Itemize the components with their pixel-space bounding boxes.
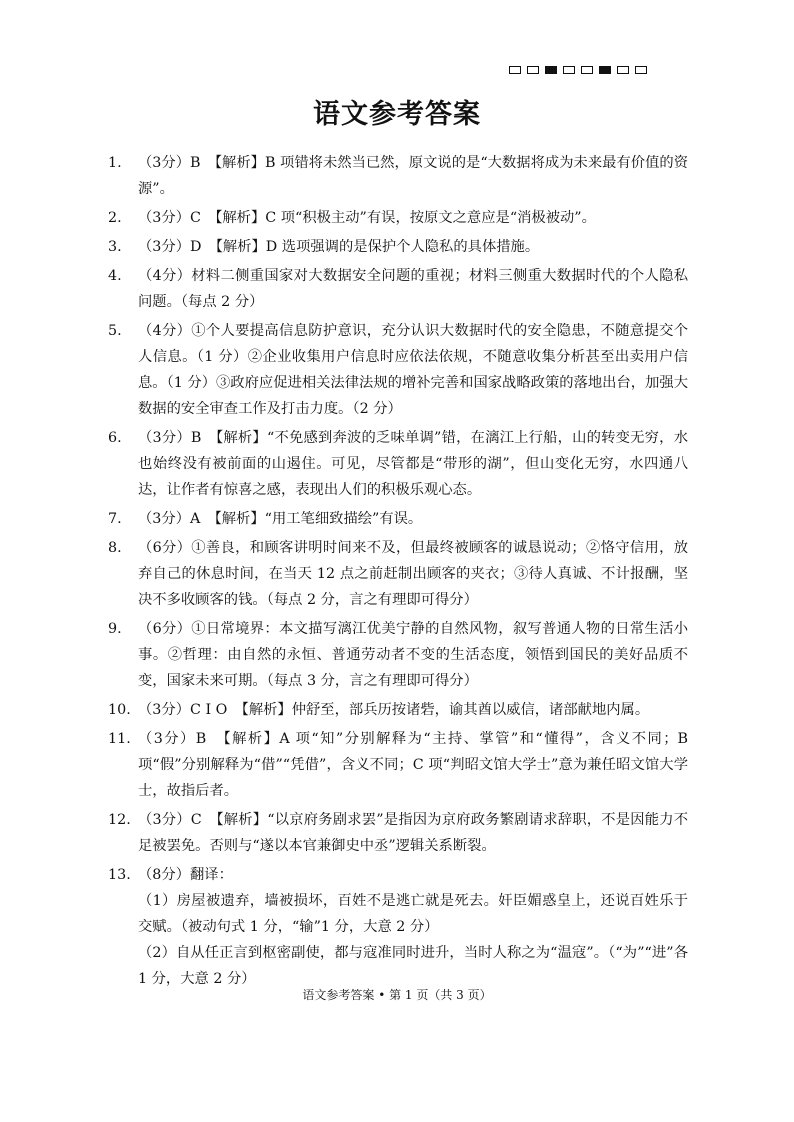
answer-text: （3分）B 【解析】B 项错将未然当已然，原文说的是“大数据将成为未来最有价值的资源”。	[138, 155, 688, 197]
answer-number: 5.	[108, 323, 122, 339]
answer-number: 4.	[108, 268, 122, 284]
answer-item-7	[108, 506, 688, 532]
answer-item-13	[108, 862, 688, 992]
answer-text: （6分）①日常境界：本文描写漓江优美宁静的自然风物，叙写普通人物的日常生活小事。②哲理：由自然的永恒、普通劳动者不变的生活态度，领悟到国民的美好品质不变，国家未来可期。（每点 3 分，言之有理即可得分）	[138, 621, 688, 689]
answer-number: 11.	[108, 731, 131, 747]
answer-list	[108, 150, 688, 995]
answer-item-8	[108, 535, 688, 613]
answer-item-6	[108, 425, 688, 503]
header-mark-8	[635, 66, 647, 74]
answer-number: 8.	[108, 540, 122, 556]
answer-item-3	[108, 234, 688, 260]
answer-text: （3分）C 【解析】“以京府务剧求罢”是指因为京府政务繁剧请求辞职，不是因能力不足被罢免。否则与“遂以本官兼御史中丞”逻辑关系断裂。	[138, 812, 688, 854]
answer-text: （4分）材料二侧重国家对大数据安全问题的重视；材料三侧重大数据时代的个人隐私问题。（每点 2 分）	[138, 268, 688, 310]
answer-number: 6.	[108, 430, 122, 446]
header-mark-5	[581, 66, 593, 74]
answer-text: （4分）①个人要提高信息防护意识，充分认识大数据时代的安全隐患，不随意提交个人信息。（1 分）②企业收集用户信息时应依法依规，不随意收集分析甚至出卖用户信息。（1 分）③政府应促进相关法律法规的增补完善和国家战略政策的落地出台，加强大数据的安全审查工作及打击力度。（2 分）	[138, 323, 688, 417]
answer-number: 10.	[108, 702, 131, 718]
answer-number: 12.	[108, 812, 131, 828]
answer-number: 9.	[108, 621, 122, 637]
translation-2: （2）自从任正言到枢密副使，都与寇准同时进升，当时人称之为“温寇”。（“为”“进”各 1 分，大意 2 分）	[138, 945, 688, 987]
answer-text: （3分）B 【解析】A 项“知”分别解释为“主持、掌管”和“懂得”，含义不同；B 项“假”分别解释为“借”“凭借”，含义不同；C 项“判昭文馆大学士”意为兼任昭文馆大学士，故指后者。	[138, 731, 688, 799]
answer-number: 13.	[108, 867, 131, 883]
answer-text: （3分）C 【解析】C 项“积极主动”有误，按原文之意应是“消极被动”。	[138, 210, 596, 226]
answer-item-12	[108, 807, 688, 859]
answer-item-9	[108, 616, 688, 694]
translation-1: （1）房屋被遗弃，墙被损坏，百姓不是逃亡就是死去。奸臣媚惑皇上，还说百姓乐于交赋。（被动句式 1 分，“输”1 分，大意 2 分）	[138, 893, 688, 935]
header-mark-3	[545, 66, 557, 74]
answer-item-1	[108, 150, 688, 202]
header-marks	[509, 66, 647, 74]
header-mark-7	[617, 66, 629, 74]
header-mark-2	[527, 66, 539, 74]
answer-item-4	[108, 263, 688, 315]
answer-number: 2.	[108, 210, 122, 226]
answer-item-10	[108, 697, 688, 723]
answer-number: 1.	[108, 155, 122, 171]
answer-text-block	[138, 862, 688, 992]
header-mark-4	[563, 66, 575, 74]
header-mark-1	[509, 66, 521, 74]
answer-text: （6分）①善良，和顾客讲明时间来不及，但最终被顾客的诚恳说动；②恪守信用，放弃自己的休息时间，在当天 12 点之前赶制出顾客的夹衣；③待人真诚、不计报酬，坚决不多收顾客的钱。（每点 2 分，言之有理即可得分）	[138, 540, 688, 608]
answer-text: （3分）A 【解析】“用工笔细致描绘”有误。	[138, 511, 423, 527]
answer-item-2	[108, 205, 688, 231]
answer-text: （3分）D 【解析】D 选项强调的是保护个人隐私的具体措施。	[138, 239, 540, 255]
answer-item-11	[108, 726, 688, 804]
answer-item-5	[108, 318, 688, 422]
answer-text: （3分）B 【解析】“不免感到奔波的乏味单调”错，在漓江上行船，山的转变无穷，水也始终没有被前面的山遏住。可见，尽管都是“带形的湖”，但山变化无穷，水四通八达，让作者有惊喜之感，表现出人们的积极乐观心态。	[138, 430, 688, 498]
page-title: 语文参考答案	[313, 99, 481, 130]
answer-number: 3.	[108, 239, 122, 255]
answer-text: （8分）翻译：	[138, 867, 233, 883]
answer-number: 7.	[108, 511, 122, 527]
header-mark-6	[599, 66, 611, 74]
page-footer: 语文参考答案 • 第 1 页（共 3 页）	[302, 988, 492, 1002]
answer-text: （3分）C I O 【解析】仲舒至，部兵历按诸砦，谕其酋以威信，诸部献地内属。	[138, 702, 650, 718]
